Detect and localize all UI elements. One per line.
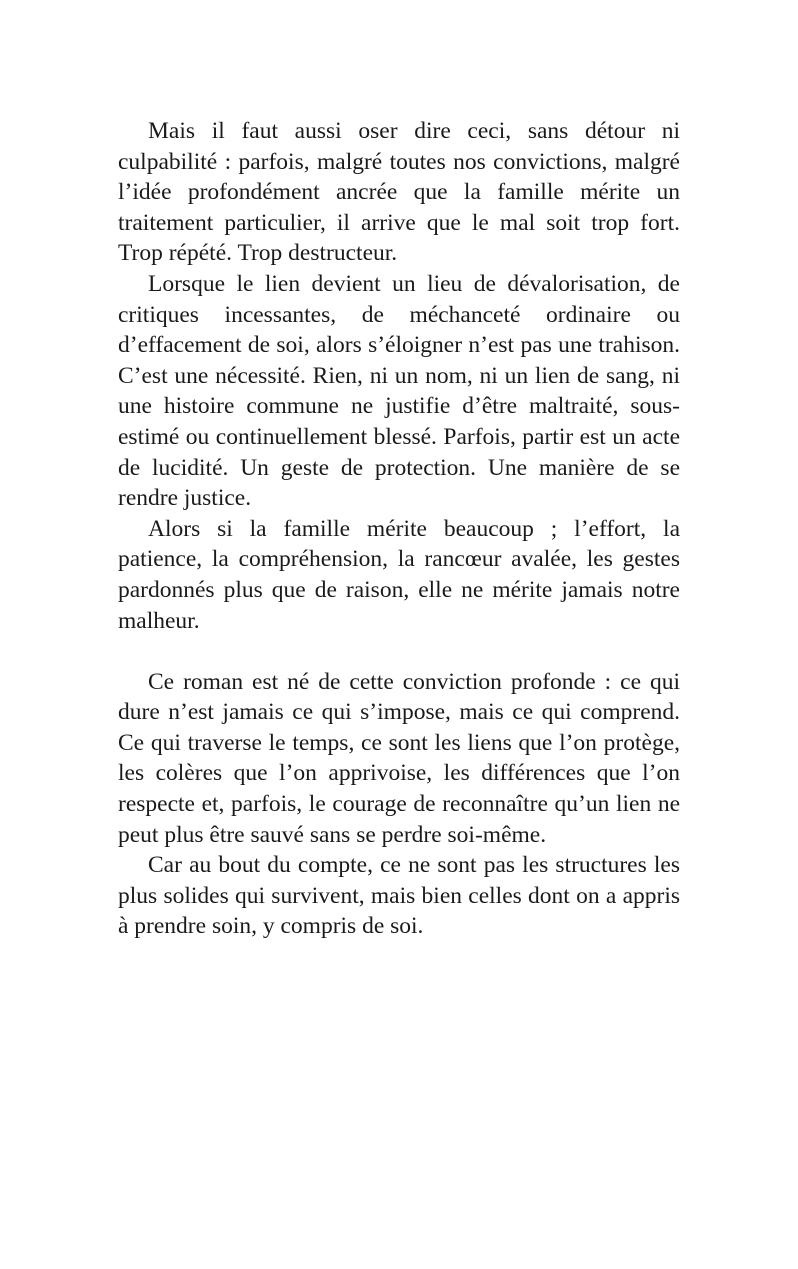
paragraph-5: Car au bout du compte, ce ne sont pas les structures les plus solides qui survivent, mais bien celles dont on a appris à prendre soin, y compris de soi. [118,852,680,940]
paragraph-1: Mais il faut aussi oser dire ceci, sans détour ni culpabilité : parfois, malgré toutes nos convictions, malgré l’idée profondément ancrée que la famille mérite un traitement particulier, il arrive que le mal soit trop fort. Trop répété. Trop destructeur. [118,118,680,267]
paragraph-2: Lorsque le lien devient un lieu de dévalorisation, de critiques incessantes, de méchanceté ordinaire ou d’effacement de soi, alors s’éloigner n’est pas une trahison. C’est une nécessité. Rien, ni un nom, ni un lien de sang, ni une histoire commune ne justifie d’être maltraité, sous-estimé ou continuellement blessé. Parfois, partir est un acte de lucidité. Un geste de protection. Une manière de se rendre justice. [118,270,680,512]
document-page [118,116,680,942]
paragraph-3: Alors si la famille mérite beaucoup ; l’effort, la patience, la compréhension, la rancœur avalée, les gestes pardonnés plus que de raison, elle ne mérite jamais notre malheur. [118,515,680,634]
section-break [118,636,680,667]
paragraph-4: Ce roman est né de cette conviction profonde : ce qui dure n’est jamais ce qui s’impose, mais ce qui comprend. Ce qui traverse le temps, ce sont les liens que l’on protège, les colères que l’on apprivoise, les différences que l’on respecte et, parfois, le courage de reconnaître qu’un lien ne peut plus être sauvé sans se perdre soi-même. [118,668,680,848]
